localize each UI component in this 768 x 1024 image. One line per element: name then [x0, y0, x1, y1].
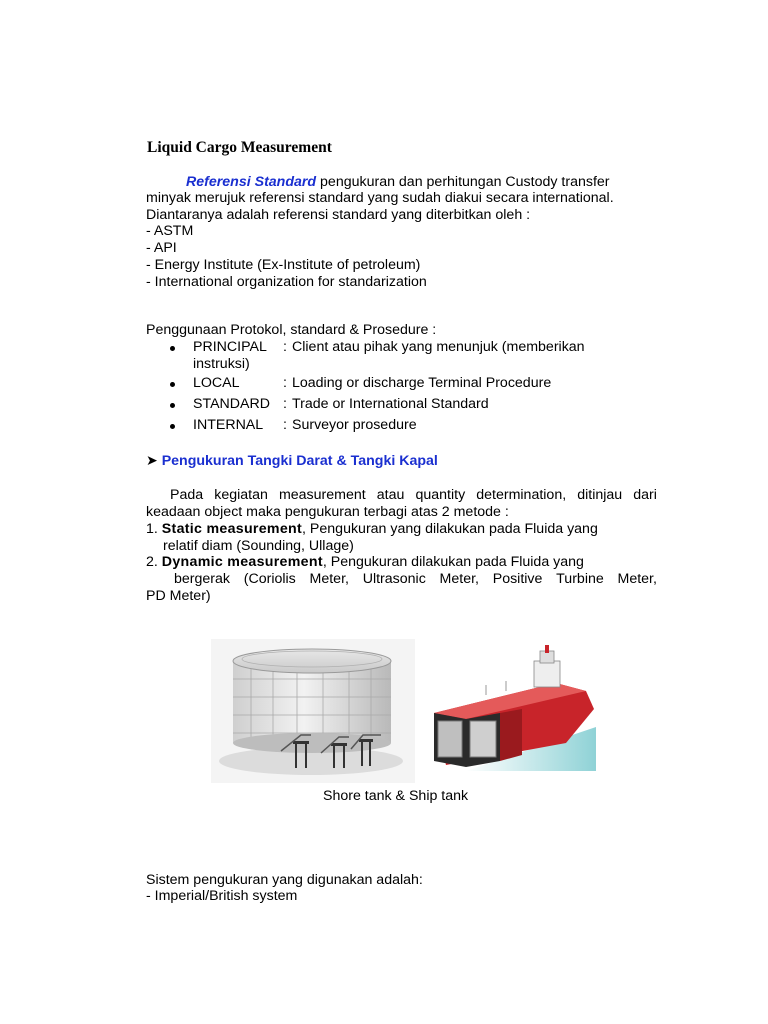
system-heading: Sistem pengukuran yang digunakan adalah: [146, 872, 423, 888]
word: dari [633, 487, 657, 503]
intro-line-1-rest: pengukuran dan perhitungan Custody transfer [316, 174, 610, 190]
ship-tank-image [426, 643, 596, 771]
protocol-sep: : [283, 396, 287, 412]
reference-astm: - ASTM [146, 223, 194, 239]
protocol-sep: : [283, 339, 287, 355]
ship-tank-illustration [426, 643, 596, 771]
figure-caption: Shore tank & Ship tank [323, 788, 469, 804]
arrow-right-icon: ➤ [146, 453, 158, 469]
word: Pada [170, 487, 204, 503]
protocol-key-standard: STANDARD [193, 396, 270, 412]
word: (Coriolis [243, 571, 296, 587]
method-desc: , Pengukuran yang dilakukan pada Fluida yang [302, 521, 598, 537]
referensi-standard-highlight: Referensi Standard [186, 174, 317, 190]
word: Ultrasonic [362, 571, 426, 587]
reference-iso: - International organization for standarization [146, 274, 427, 290]
protocol-desc-principal-cont: instruksi) [193, 356, 250, 372]
method-desc: , Pengukuran dilakukan pada Fluida yang [322, 554, 584, 570]
reference-energy-institute: - Energy Institute (Ex-Institute of petroleum) [146, 257, 421, 273]
bullet-dot-icon [170, 424, 175, 429]
method-2-end: PD Meter) [146, 588, 211, 604]
protocol-key-principal: PRINCIPAL [193, 339, 267, 355]
page-title: Liquid Cargo Measurement [147, 139, 332, 156]
bullet-dot-icon [170, 346, 175, 351]
section-para-line-2: keadaan object maka pengukuran terbagi atas 2 metode : [146, 504, 509, 520]
word: measurement [278, 487, 366, 503]
word: Meter, [439, 571, 479, 587]
protocol-key-local: LOCAL [193, 375, 240, 391]
section-para-line-1 [170, 487, 657, 504]
protocol-key-internal: INTERNAL [193, 417, 264, 433]
protocol-desc-principal: Client atau pihak yang menunjuk (memberikan [292, 339, 585, 355]
word: Positive [492, 571, 543, 587]
intro-line-3: Diantaranya adalah referensi standard yang diterbitkan oleh : [146, 207, 531, 223]
word: atau [376, 487, 405, 503]
word: quantity [415, 487, 466, 503]
protocol-desc-standard: Trade or International Standard [292, 396, 489, 412]
word: bergerak [174, 571, 230, 587]
protocol-sep: : [283, 417, 287, 433]
intro-line-1 [186, 174, 610, 191]
system-item-imperial: - Imperial/British system [146, 888, 298, 904]
method-name-dynamic: Dynamic measurement [161, 554, 323, 570]
word: determination, [476, 487, 567, 503]
shore-tank-illustration [211, 639, 415, 783]
method-number: 2. [146, 554, 158, 570]
section-heading [146, 453, 438, 470]
word: kegiatan [214, 487, 268, 503]
method-2 [146, 554, 584, 571]
method-name-static: Static measurement [161, 521, 303, 537]
method-2-cont [174, 571, 657, 588]
bullet-dot-icon [170, 403, 175, 408]
method-1 [146, 521, 598, 538]
word: Turbine [556, 571, 604, 587]
word: Meter, [617, 571, 657, 587]
word: ditinjau [577, 487, 623, 503]
method-1-cont: relatif diam (Sounding, Ullage) [163, 538, 354, 554]
protocol-sep: : [283, 375, 287, 391]
shore-tank-image [211, 639, 415, 783]
intro-line-2: minyak merujuk referensi standard yang sudah diakui secara international. [146, 190, 614, 206]
protocol-desc-internal: Surveyor prosedure [292, 417, 417, 433]
protocol-heading: Penggunaan Protokol, standard & Prosedure : [146, 322, 437, 338]
section-heading-text: Pengukuran Tangki Darat & Tangki Kapal [161, 453, 438, 469]
method-number: 1. [146, 521, 158, 537]
bullet-dot-icon [170, 382, 175, 387]
protocol-desc-local: Loading or discharge Terminal Procedure [292, 375, 552, 391]
reference-api: - API [146, 240, 177, 256]
word: Meter, [309, 571, 349, 587]
